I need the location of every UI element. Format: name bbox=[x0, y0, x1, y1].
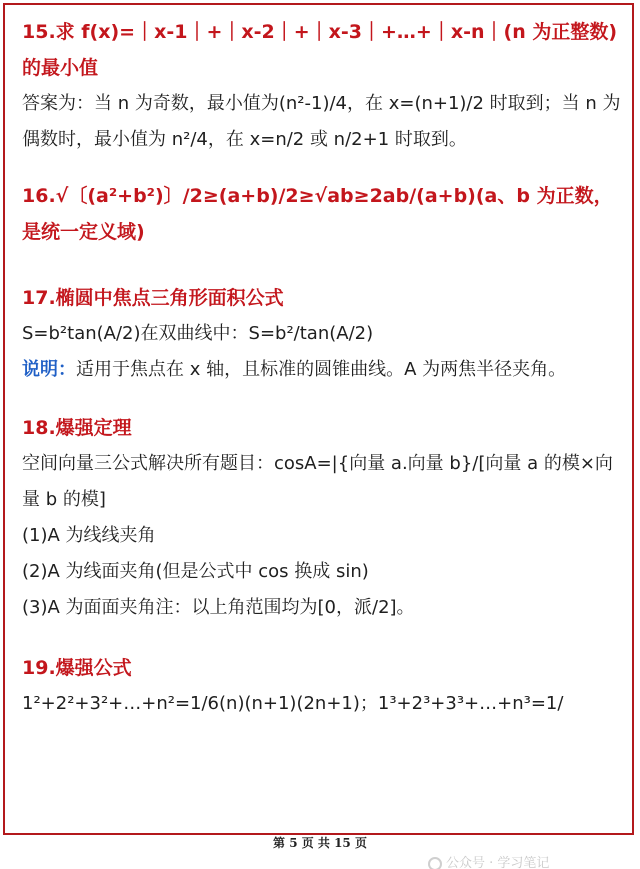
section-15-heading: 15.求 f(x)=｜x-1｜+｜x-2｜+｜x-3｜+…+｜x-n｜(n 为正整数)的最小值 bbox=[22, 21, 618, 79]
section-15 bbox=[22, 14, 622, 158]
section-17-heading: 17.椭圆中焦点三角形面积公式 bbox=[22, 287, 284, 309]
section-17 bbox=[22, 280, 622, 388]
section-17-formula: S=b²tan(A/2)在双曲线中：S=b²/tan(A/2) bbox=[22, 323, 374, 344]
section-18-item-2: (2)A 为线面夹角(但是公式中 cos 换成 sin) bbox=[22, 561, 369, 582]
section-18-item-1: (1)A 为线线夹角 bbox=[22, 525, 156, 546]
section-15-answer: 答案为：当 n 为奇数，最小值为(n²-1)/4，在 x=(n+1)/2 时取到；当 n 为偶数时，最小值为 n²/4，在 x=n/2 或 n/2+1 时取到。 bbox=[22, 93, 621, 150]
section-18-item-3: (3)A 为面面夹角注：以上角范围均为[0，派/2]。 bbox=[22, 597, 415, 618]
section-17-note bbox=[22, 352, 622, 388]
note-text: 适用于焦点在 x 轴，且标准的圆锥曲线。A 为两焦半径夹角。 bbox=[76, 359, 567, 380]
section-16-heading: 16.√〔(a²+b²)〕/2≥(a+b)/2≥√ab≥2ab/(a+b)(a、b 为正数，是统一定义域) bbox=[22, 185, 613, 243]
watermark-logo-icon bbox=[428, 857, 442, 869]
document-body bbox=[22, 14, 622, 722]
section-19-heading: 19.爆强公式 bbox=[22, 657, 132, 679]
section-19-formula: 1²+2²+3²+…+n²=1/6(n)(n+1)(2n+1)；1³+2³+3³+…+n³=1/ bbox=[22, 693, 564, 714]
section-18-intro: 空间向量三公式解决所有题目：cosA=|{向量 a.向量 b}/[向量 a 的模×向量 b 的模] bbox=[22, 453, 613, 510]
section-19 bbox=[22, 650, 622, 722]
page-number: 第 5 页 共 15 页 bbox=[273, 836, 367, 850]
section-16 bbox=[22, 178, 622, 250]
watermark-text: 公众号 · 学习笔记 bbox=[446, 856, 550, 869]
section-18-heading: 18.爆强定理 bbox=[22, 417, 132, 439]
note-label: 说明： bbox=[22, 359, 76, 380]
watermark bbox=[428, 852, 640, 869]
section-18 bbox=[22, 410, 622, 626]
